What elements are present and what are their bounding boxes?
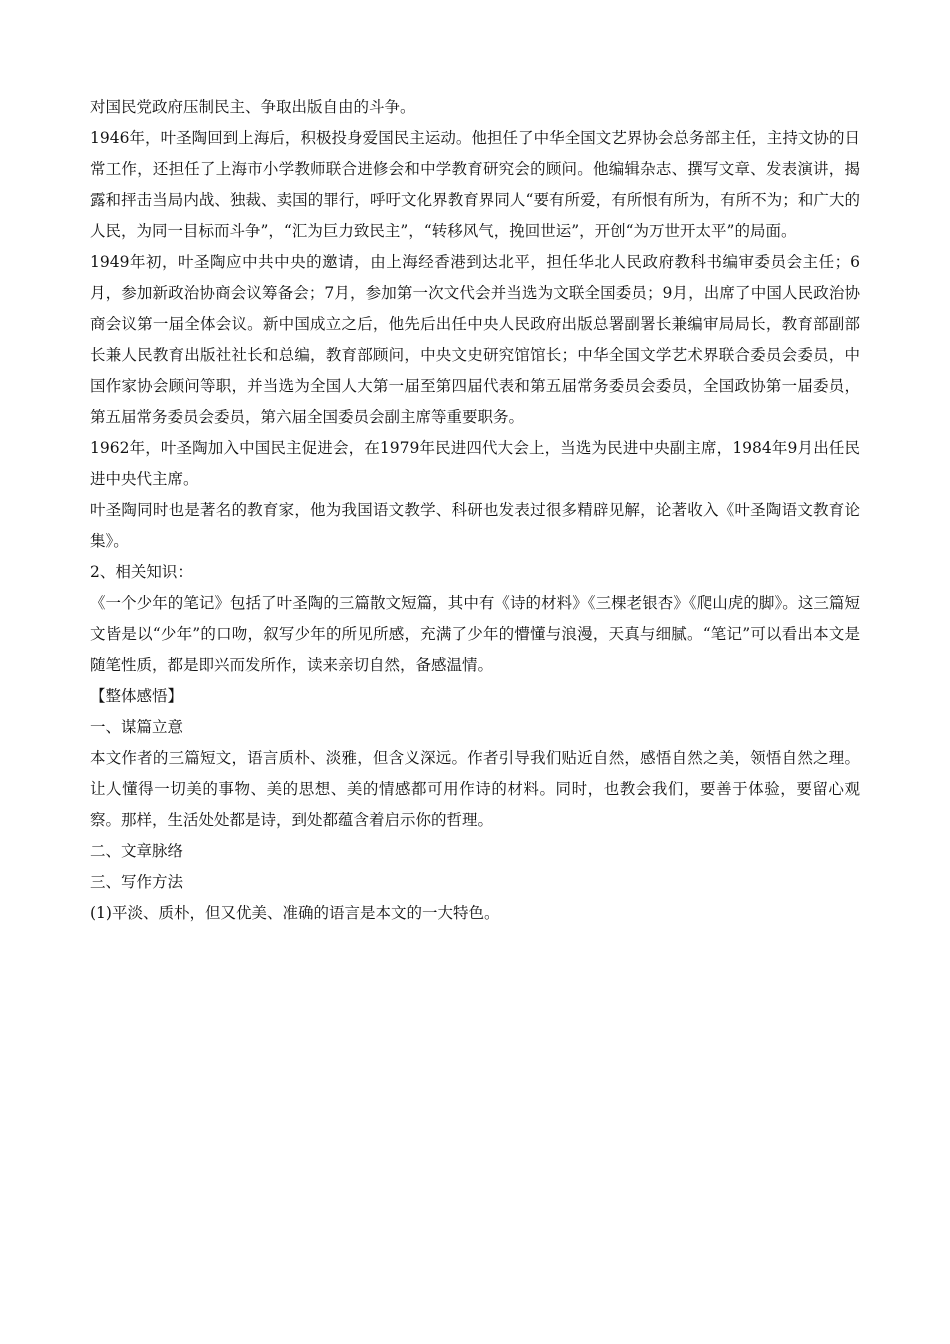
heading-theme: 一、谋篇立意 <box>90 718 184 736</box>
paragraph-educator: 叶圣陶同时也是著名的教育家，他为我国语文教学、科研也发表过很多精辟见解，论著收入《叶圣陶语文教育论集》。 <box>90 501 860 550</box>
paragraph-1962: 1962年，叶圣陶加入中国民主促进会，在1979年民进四代大会上，当选为民进中央副主席，1984年9月出任民进中央代主席。 <box>90 439 860 488</box>
document-body <box>90 92 860 929</box>
heading-structure: 二、文章脉络 <box>90 842 184 860</box>
paragraph-related-knowledge: 《一个少年的笔记》包括了叶圣陶的三篇散文短篇，其中有《诗的材料》《三棵老银杏》《爬山虎的脚》。这三篇短文皆是以“少年”的口吻，叙写少年的所见所感，充满了少年的懵懂与浪漫，天真与细腻。“笔记”可以看出本文是随笔性质，都是即兴而发所作，读来亲切自然，备感温情。 <box>90 594 860 674</box>
heading-overall-perception: 【整体感悟】 <box>90 687 184 705</box>
section-related-knowledge: 2、相关知识： <box>90 563 193 581</box>
paragraph-struggle-freedom: 对国民党政府压制民主、争取出版自由的斗争。 <box>90 98 416 116</box>
paragraph-writing-method-1: (1)平淡、质朴，但又优美、准确的语言是本文的一大特色。 <box>90 904 500 922</box>
heading-writing-method: 三、写作方法 <box>90 873 184 891</box>
paragraph-theme: 本文作者的三篇短文，语言质朴、淡雅，但含义深远。作者引导我们贴近自然，感悟自然之美，领悟自然之理。让人懂得一切美的事物、美的思想、美的情感都可用作诗的材料。同时，也教会我们，要善于体验，要留心观察。那样，生活处处都是诗，到处都蕴含着启示你的哲理。 <box>90 749 860 829</box>
paragraph-1946: 1946年，叶圣陶回到上海后，积极投身爱国民主运动。他担任了中华全国文艺界协会总务部主任，主持文协的日常工作，还担任了上海市小学教师联合进修会和中学教育研究会的顾问。他编辑杂志、撰写文章、发表演讲，揭露和抨击当局内战、独裁、卖国的罪行，呼吁文化界教育界同人“要有所爱，有所恨有所为，有所不为；和广大的人民，为同一目标而斗争”，“汇为巨力致民主”，“转移风气，挽回世运”，开创“为万世开太平”的局面。 <box>90 129 860 240</box>
paragraph-1949: 1949年初，叶圣陶应中共中央的邀请，由上海经香港到达北平，担任华北人民政府教科书编审委员会主任；6月，参加新政治协商会议筹备会；7月，参加第一次文代会并当选为文联全国委员；9月，出席了中国人民政治协商会议第一届全体会议。新中国成立之后，他先后出任中央人民政府出版总署副署长兼编审局局长，教育部副部长兼人民教育出版社社长和总编，教育部顾问，中央文史研究馆馆长；中华全国文学艺术界联合委员会委员，中国作家协会顾问等职，并当选为全国人大第一届至第四届代表和第五届常务委员会委员，全国政协第一届委员，第五届常务委员会委员，第六届全国委员会副主席等重要职务。 <box>90 253 860 426</box>
